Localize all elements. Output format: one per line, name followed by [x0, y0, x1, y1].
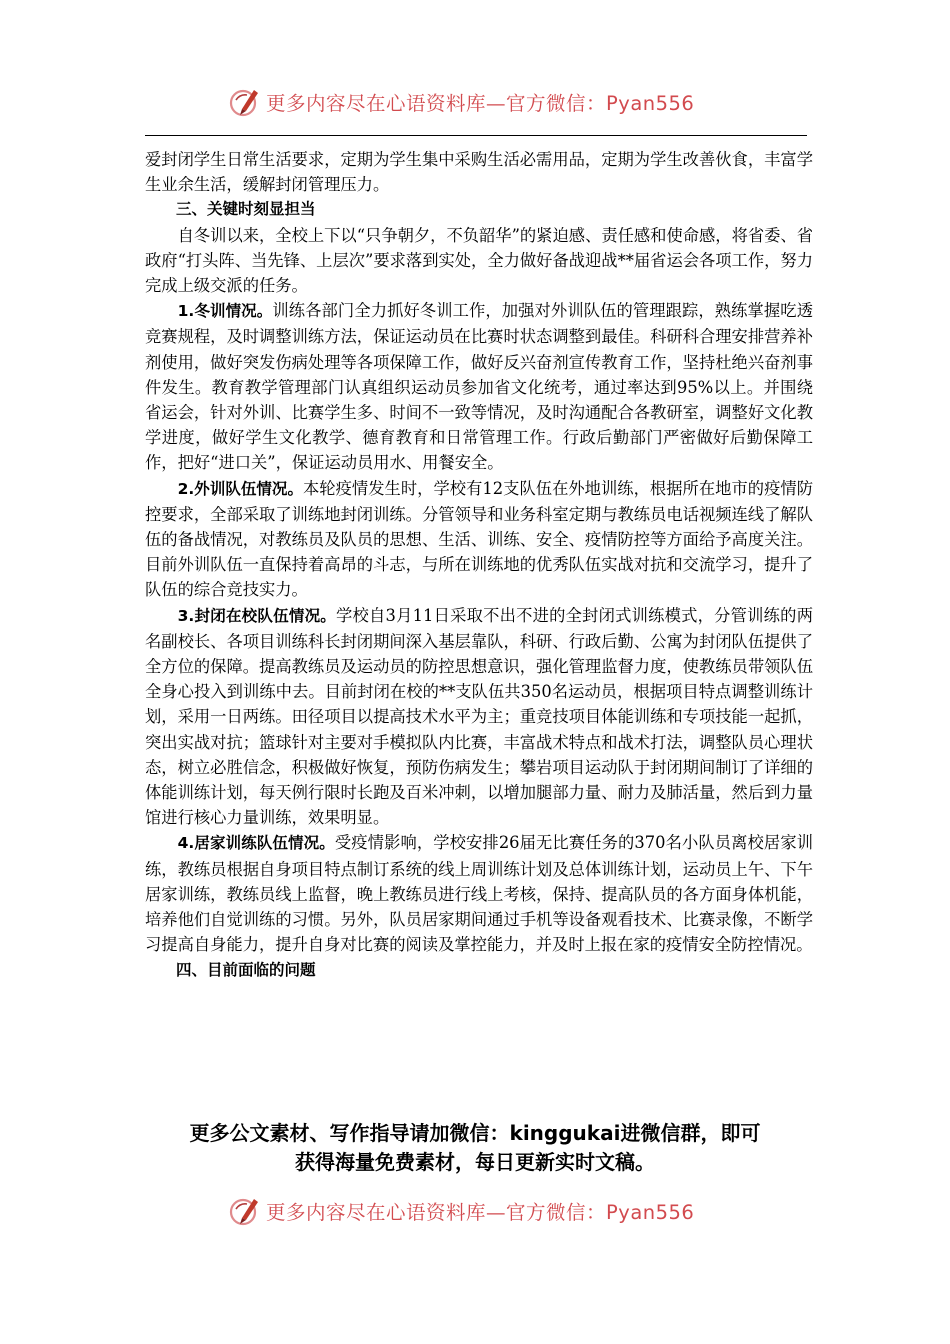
header-rule — [145, 135, 807, 136]
intro-paragraph: 爱封闭学生日常生活要求，定期为学生集中采购生活必需用品，定期为学生改善伙食，丰富学生业余生活，缓解封闭管理压力。 — [145, 150, 813, 195]
item-closed-campus-teams — [145, 603, 813, 831]
banner-text: 更多内容尽在心语资料库—官方微信：Pyan556 — [266, 92, 695, 115]
promo-line-2: 获得海量免费素材，每日更新实时文稿。 — [295, 1150, 655, 1174]
item-text: 受疫情影响，学校安排26届无比赛任务的370名小队员离校居家训练，教练员根据自身项目特点制订系统的线上周训练计划及总体训练计划，运动员上午、下午居家训练，教练员线上监督，晚上教练员进行线上考核，保持、提高队员的各方面身体机能，培养他们自觉训练的习惯。另外，队员居家期间通过手机等设备观看技术、比赛录像，不断学习提高自身能力，提升自身对比赛的阅读及掌控能力，并及时上报在家的疫情安全防控情况。 — [145, 833, 813, 955]
section-heading-3: 三、关键时刻显担当 — [176, 200, 316, 219]
pen-nib-logo-icon — [228, 84, 262, 120]
document-body — [145, 147, 813, 983]
item-winter-training — [145, 298, 813, 475]
promo-line-1: 更多公文素材、写作指导请加微信：kinggukai进微信群，即可 — [189, 1121, 761, 1145]
promo-notice — [0, 1119, 950, 1177]
item-external-teams — [145, 476, 813, 603]
wechat-id: Pyan556 — [606, 1201, 695, 1224]
item-text: 训练各部门全力抓好冬训工作，加强对外训队伍的管理跟踪，熟练掌握吃透竞赛规程，及时调整训练方法，保证运动员在比赛时状态调整到最佳。科研科合理安排营养补剂使用，做好突发伤病处理等各项保障工作，做好反兴奋剂宣传教育工作，坚持杜绝兴奋剂事件发生。教育教学管理部门认真组织运动员参加省文化统考，通过率达到95%以上。并围绕省运会，针对外训、比赛学生多、时间不一致等情况，及时沟通配合各教研室，调整好文化教学进度，做好学生文化教学、德育教育和日常管理工作。行政后勤部门严密做好后勤保障工作，把好“进口关”，保证运动员用水、用餐安全。 — [145, 301, 813, 473]
section-3-intro: 自冬训以来，全校上下以“只争朝夕，不负韶华”的紧迫感、责任感和使命感，将省委、省政府“打头阵、当先锋、上层次”要求落到实处，全力做好备战迎战**届省运会各项工作，努力完成上级交派的任务。 — [145, 225, 813, 296]
header-banner — [0, 84, 950, 124]
section-heading-4: 四、目前面临的问题 — [176, 960, 316, 979]
footer-banner — [0, 1193, 950, 1233]
item-title: 1.冬训情况。 — [177, 302, 273, 321]
banner-text: 更多内容尽在心语资料库—官方微信：Pyan556 — [266, 1201, 695, 1224]
wechat-id: Pyan556 — [606, 92, 695, 115]
item-text: 本轮疫情发生时，学校有12支队伍在外地训练，根据所在地市的疫情防控要求，全部采取了训练地封闭训练。分管领导和业务科室定期与教练员电话视频连线了解队伍的备战情况，对教练员及队员的思想、生活、训练、安全、疫情防控等方面给予高度关注。目前外训队伍一直保持着高昂的斗志，与所在训练地的优秀队伍实战对抗和交流学习，提升了队伍的综合竞技实力。 — [145, 478, 813, 600]
item-home-training-teams — [145, 830, 813, 957]
item-text: 学校自3月11日采取不出不进的全封闭式训练模式，分管训练的两名副校长、各项目训练科长封闭期间深入基层靠队，科研、行政后勤、公寓为封闭队伍提供了全方位的保障。提高教练员及运动员的防控思想意识，强化管理监督力度，使教练员带领队伍全身心投入到训练中去。目前封闭在校的**支队伍共350名运动员，根据项目特点调整训练计划，采用一日两练。田径项目以提高技术水平为主；重竞技项目体能训练和专项技能一起抓，突出实战对抗；篮球针对主要对手模拟队内比赛，丰富战术特点和战术打法，调整队员心理状态，树立必胜信念，积极做好恢复，预防伤病发生；攀岩项目运动队于封闭期间制订了详细的体能训练计划，每天例行限时长跑及百米冲刺，以增加腿部力量、耐力及肺活量，然后到力量馆进行核心力量训练，效果明显。 — [145, 605, 813, 828]
pen-nib-logo-icon — [228, 1193, 262, 1229]
item-title: 2.外训队伍情况。 — [177, 479, 303, 498]
item-title: 4.居家训练队伍情况。 — [177, 834, 335, 853]
item-title: 3.封闭在校队伍情况。 — [177, 606, 337, 625]
